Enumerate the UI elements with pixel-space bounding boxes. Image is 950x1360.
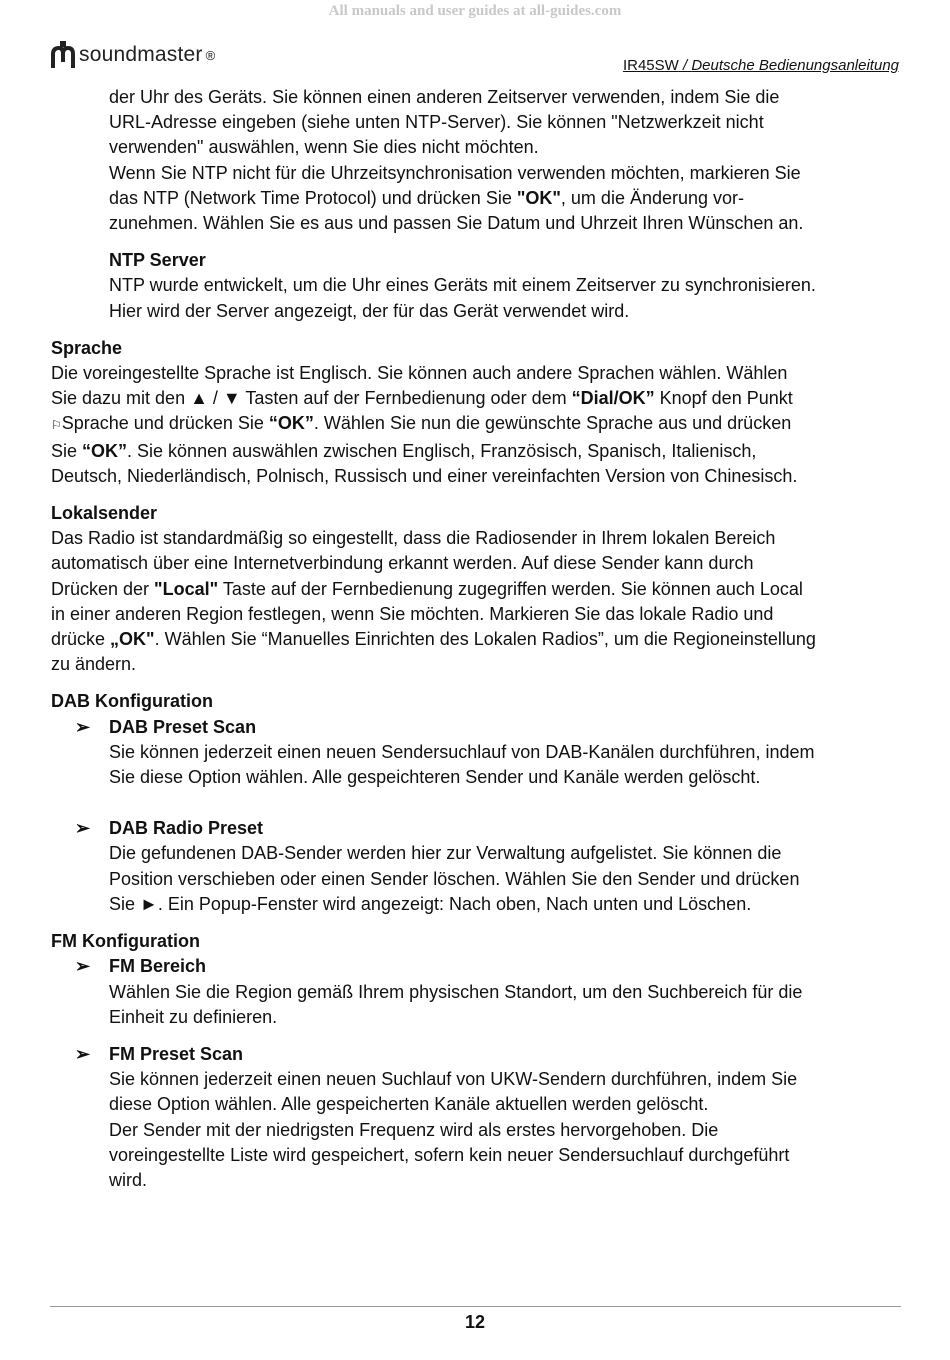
sprache-heading: Sprache: [51, 337, 123, 358]
ntp-server-heading: NTP Server: [109, 250, 206, 271]
ntp-server-section: NTP Server NTP wurde entwickelt, um die Uhr eines Geräts mit einem Zeitserver zu synchronisieren. Hier wird der Server angezeigt, der für das Gerät verwendet wird.: [51, 248, 901, 324]
brand-registered: ®: [205, 47, 216, 63]
brand-logo: [50, 40, 215, 70]
lokalsender-section: Lokalsender Das Radio ist standardmäßig so eingestellt, dass die Radiosender in Ihrem lokalen Bereich automatisch über eine Internetverbindung erkannt werden. Auf diese Sender kann durch Drücken der "Local" Taste auf der Fernbedienung zugegriffen werden. Sie können auch Local in einer anderen Region festlegen, wenn Sie möchten. Markieren Sie das lokale Radio und drücke „OK". Wählen Sie “Manuelles Einrichten des Lokalen Radios”, um die Regioneinstellung zu ändern.: [51, 501, 901, 677]
dab-preset-scan-item: ➢ DAB Preset Scan Sie können jederzeit einen neuen Sendersuchlauf von DAB-Kanälen durchführen, indem Sie diese Option wählen. Alle gespeichteren Sender und Kanäle werden gelöscht.: [75, 716, 815, 788]
page-number: 12: [464, 1312, 486, 1332]
arrow-bullet-icon: ➢: [75, 818, 91, 839]
fm-bereich-item: ➢ FM Bereich Wählen Sie die Region gemäß Ihrem physischen Standort, um den Suchbereich für die Einheit zu definieren.: [75, 956, 803, 1027]
dab-heading: DAB Konfiguration: [51, 691, 213, 712]
arrow-bullet-icon: ➢: [75, 956, 91, 977]
brand-name: soundmaster: [79, 43, 203, 66]
fm-heading: FM Konfiguration: [51, 931, 200, 952]
arrow-bullet-icon: ➢: [75, 716, 91, 737]
dab-section: [51, 689, 901, 917]
dab-radio-preset-item: ➢ DAB Radio Preset Die gefundenen DAB-Sender werden hier zur Verwaltung aufgelistet. Sie können die Position verschieben oder einen Sender löschen. Wählen Sie den Sender und drücken Sie ►. Ein Popup-Fenster wird angezeigt: Nach oben, Nach unten und Löschen.: [75, 818, 800, 914]
manual-body: [51, 85, 901, 1193]
lokalsender-heading: Lokalsender: [51, 503, 158, 524]
ntp-intro: der Uhr des Geräts. Sie können einen anderen Zeitserver verwenden, indem Sie die URL-Adresse eingeben (siehe unten NTP-Server). Sie können "Netzwerkzeit nicht verwenden" auswählen, wenn Sie dies nicht möchten. Wenn Sie NTP nicht für die Uhrzeitsynchronisation verwenden möchten, markieren Sie das NTP (Network Time Protocol) und drücken Sie "OK", um die Änderung vor- zunehmen. Wählen Sie es aus und passen Sie Datum und Uhrzeit Ihren Wünschen an.: [109, 87, 804, 234]
sprache-section: Sprache Die voreingestellte Sprache ist Englisch. Sie können auch andere Sprachen wählen. Wählen Sie dazu mit den ▲ / ▼ Tasten auf der Fernbedienung oder dem “Dial/OK” Knopf den Punkt ⚐Sprache und drücken Sie “OK”. Wählen Sie nun die gewünschte Sprache aus und drücken Sie “OK”. Sie können auswählen zwischen Englisch, Französisch, Spanisch, Italienisch, Deutsch, Niederländisch, Polnisch, Russisch und einer vereinfachten Version von Chinesisch.: [51, 336, 901, 489]
arrow-bullet-icon: ➢: [75, 1043, 91, 1064]
footer-divider: [50, 1306, 901, 1307]
soundmaster-logo-icon: [50, 40, 76, 70]
fm-section: [51, 929, 901, 1193]
doc-title: IR45SW / Deutsche Bedienungsanleitung: [622, 57, 899, 74]
watermark: All manuals and user guides at all-guides.com: [328, 3, 622, 19]
fm-preset-scan-item: ➢ FM Preset Scan Sie können jederzeit einen neuen Suchlauf von UKW-Sendern durchführen, indem Sie diese Option wählen. Alle gespeicherten Kanäle aktuellen werden gelöscht. Der Sender mit der niedrigsten Frequenz wird als erstes hervorgehoben. Die voreingestellte Liste wird gespeichert, sofern kein neuer Sendersuchlauf durchgeführt wird.: [75, 1043, 798, 1190]
flag-icon: ⚐: [51, 418, 62, 433]
